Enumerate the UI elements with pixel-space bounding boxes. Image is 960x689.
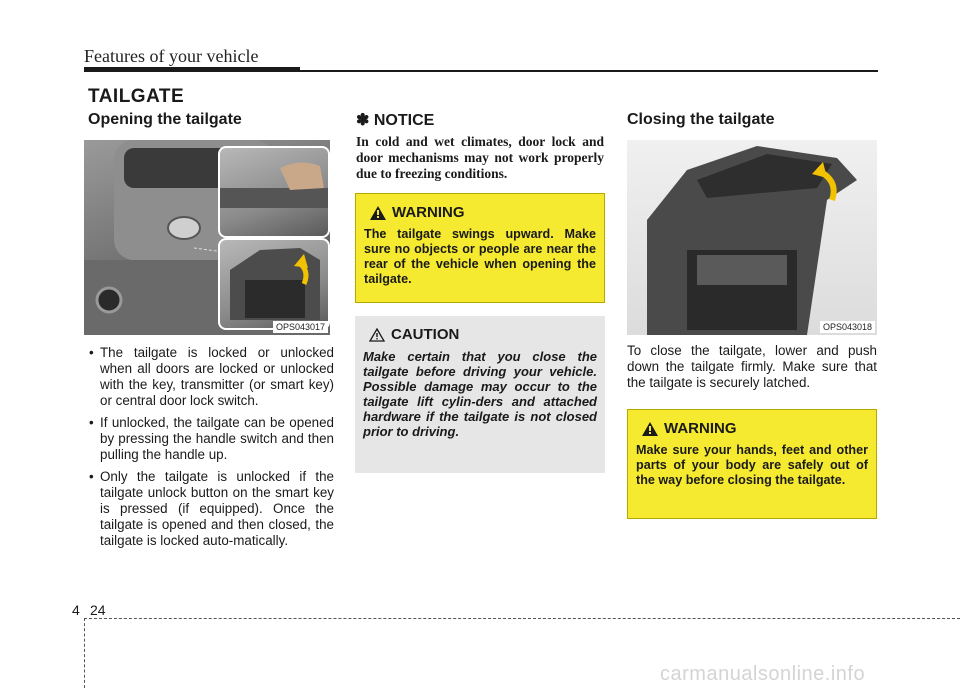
opening-tailgate-photo xyxy=(84,140,330,335)
footer-dashed-divider xyxy=(84,618,85,688)
chapter-number: 4 xyxy=(72,602,80,618)
warning-title: WARNING xyxy=(392,204,465,221)
section-title: TAILGATE xyxy=(88,86,185,107)
handle-switch-inset xyxy=(218,146,330,238)
warning-box-closing xyxy=(627,409,877,519)
warning-text: The tailgate swings upward. Make sure no objects or people are near the rear of the vehicle when opening the tailgate. xyxy=(364,227,596,286)
hand-on-handle-illustration xyxy=(220,148,328,236)
caution-box xyxy=(355,316,605,473)
list-item: • If unlocked, the tailgate can be opened by pressing the handle switch and then pulling the handle up. xyxy=(86,415,334,463)
closing-tailgate-photo xyxy=(627,140,877,335)
tailgate-open-inset xyxy=(218,238,330,330)
closing-image-caption: OPS043018 xyxy=(820,321,875,333)
closing-text: To close the tailgate, lower and push down the tailgate firmly. Make sure that the tailgate is securely latched. xyxy=(627,343,877,390)
opening-image-caption: OPS043017 xyxy=(273,321,328,333)
opening-bullet-list xyxy=(86,345,334,555)
header-rule-thin xyxy=(300,70,878,72)
warning-triangle-icon xyxy=(370,206,386,220)
opening-heading: Opening the tailgate xyxy=(88,111,242,128)
list-item: • Only the tailgate is unlocked if the tailgate unlock button on the smart key is pressed (if equipped). Once the tailgate is opened and then closed, the tailgate is locked auto-matically. xyxy=(86,469,334,549)
notice-title: ✽ NOTICE xyxy=(356,112,435,129)
closing-heading: Closing the tailgate xyxy=(627,111,775,128)
running-header: Features of your vehicle xyxy=(84,46,259,66)
warning-title: WARNING xyxy=(664,420,737,437)
caution-triangle-icon xyxy=(369,328,385,342)
page-number: 24 xyxy=(90,602,106,618)
header-rule-thick xyxy=(84,67,300,72)
warning-box-opening xyxy=(355,193,605,303)
list-item: • The tailgate is locked or unlocked when all doors are locked or unlocked with the key, transmitter (or smart key) or central door lock switch. xyxy=(86,345,334,409)
warning-text: Make sure your hands, feet and other parts of your body are safely out of the way before closing the tailgate. xyxy=(636,443,868,487)
open-tailgate-closing-illustration xyxy=(627,140,877,335)
caution-title: CAUTION xyxy=(391,326,460,343)
footer-dashed-rule xyxy=(84,618,960,619)
warning-triangle-icon xyxy=(642,422,658,436)
notice-text: In cold and wet climates, door lock and door mechanisms may not work properly due to freezing conditions. xyxy=(356,134,604,181)
open-tailgate-illustration xyxy=(220,240,328,328)
watermark: carmanualsonline.info xyxy=(660,663,866,685)
caution-text: Make certain that you close the tailgate before driving your vehicle. Possible damage may occur to the tailgate lift cylin-ders and attached hardware if the tailgate is not closed prior to driving. xyxy=(363,349,597,439)
